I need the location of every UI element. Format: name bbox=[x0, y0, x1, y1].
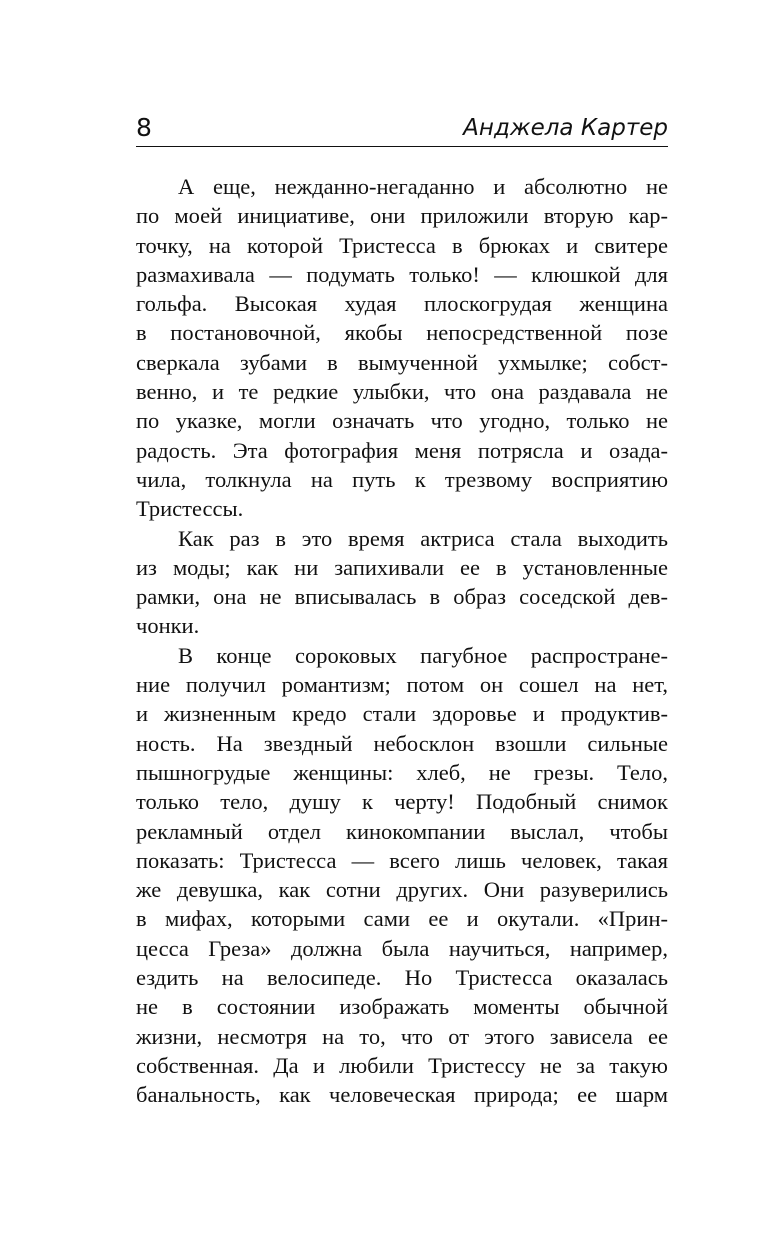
text-line: Тристессы. bbox=[136, 496, 244, 522]
text-line: и жизненным кредо стали здоровье и продуктив- bbox=[136, 701, 668, 727]
page-header bbox=[136, 113, 668, 145]
page-number: 8 bbox=[136, 113, 152, 142]
running-title: Анджела Картер bbox=[463, 115, 668, 141]
text-line: в постановочной, якобы непосредственной позе bbox=[136, 320, 668, 346]
text-line: ние получил романтизм; потом он сошел на нет, bbox=[136, 672, 668, 698]
text-line: радость. Эта фотография меня потрясла и озада- bbox=[136, 437, 668, 463]
text-line: же девушка, как сотни других. Они разуверились bbox=[136, 877, 668, 903]
text-line: рекламный отдел кинокомпании выслал, чтобы bbox=[136, 818, 668, 844]
paragraph bbox=[136, 641, 668, 1110]
text-line: венно, и те редкие улыбки, что она раздавала не bbox=[136, 379, 668, 405]
text-line: рамки, она не вписывалась в образ соседской дев- bbox=[136, 584, 668, 610]
paragraph bbox=[136, 524, 668, 641]
paragraph bbox=[136, 172, 668, 524]
text-line: банальность, как человеческая природа; ее шарм bbox=[136, 1082, 668, 1108]
text-line: В конце сороковых пагубное распростране- bbox=[178, 642, 668, 668]
text-line: гольфа. Высокая худая плоскогрудая женщина bbox=[136, 291, 668, 317]
text-line: показать: Тристесса — всего лишь человек, такая bbox=[136, 847, 668, 873]
text-line: чонки. bbox=[136, 613, 200, 639]
text-line: не в состоянии изображать моменты обычной bbox=[136, 994, 668, 1020]
body-text bbox=[136, 172, 668, 1110]
text-line: цесса Греза» должна была научиться, например, bbox=[136, 935, 668, 961]
text-line: по моей инициативе, они приложили вторую кар- bbox=[136, 203, 668, 229]
text-line: А еще, нежданно-негаданно и абсолютно не bbox=[178, 174, 668, 199]
text-line: только тело, душу к черту! Подобный снимок bbox=[136, 789, 668, 815]
text-line: в мифах, которыми сами ее и окутали. «Прин- bbox=[136, 906, 668, 932]
text-line: сверкала зубами в вымученной ухмылке; собст- bbox=[136, 349, 668, 375]
text-line: размахивала — подумать только! — клюшкой для bbox=[136, 261, 668, 287]
header-rule bbox=[136, 146, 668, 147]
text-line: по указке, могли означать что угодно, только не bbox=[136, 408, 668, 434]
text-line: ездить на велосипеде. Но Тристесса оказалась bbox=[136, 965, 668, 991]
text-line: чила, толкнула на путь к трезвому восприятию bbox=[136, 466, 668, 492]
text-line: пышногрудые женщины: хлеб, не грезы. Тело, bbox=[136, 759, 668, 785]
text-line: ность. На звездный небосклон взошли сильные bbox=[136, 730, 668, 756]
text-line: точку, на которой Тристесса в брюках и свитере bbox=[136, 232, 668, 258]
book-page bbox=[136, 0, 668, 1241]
text-line: жизни, несмотря на то, что от этого зависела ее bbox=[136, 1023, 668, 1049]
text-line: Как раз в это время актриса стала выходить bbox=[178, 525, 668, 551]
text-line: из моды; как ни запихивали ее в установленные bbox=[136, 554, 668, 580]
text-line: собственная. Да и любили Тристессу не за такую bbox=[136, 1052, 668, 1078]
